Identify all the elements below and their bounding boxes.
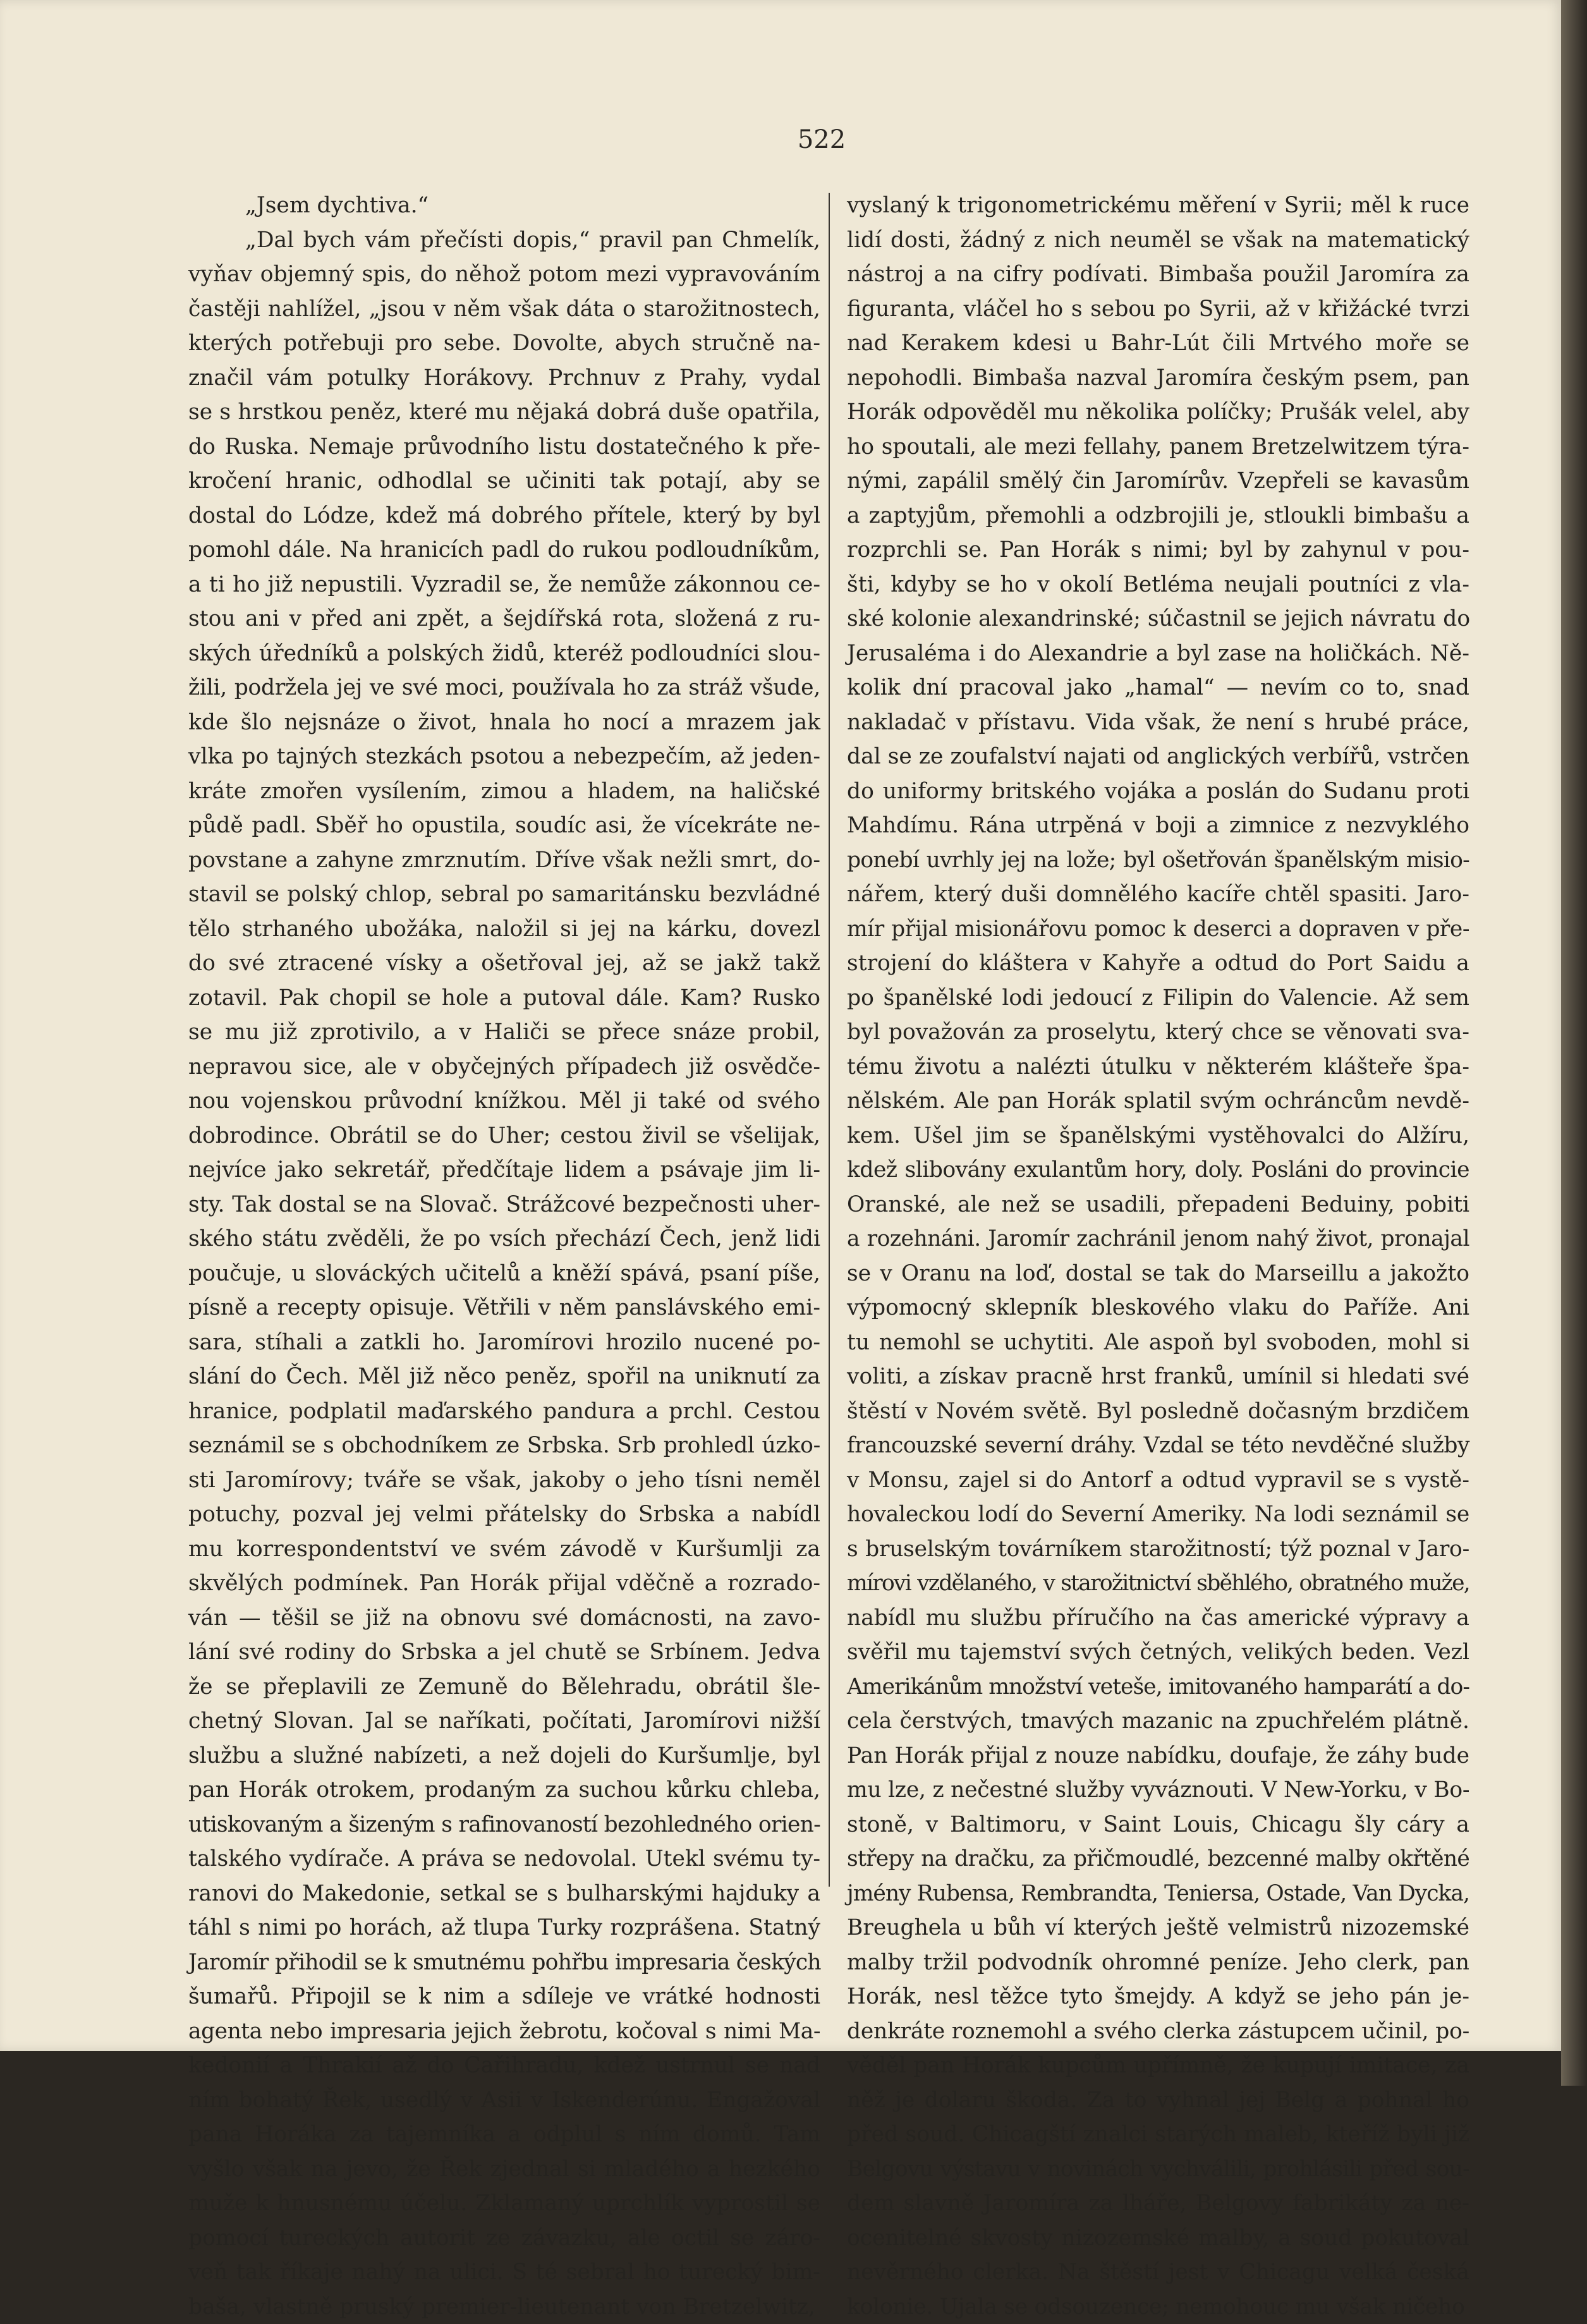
right-text-column [847, 188, 1469, 2324]
text-line: slání do Čech. Měl již něco peněz, spořil na uniknutí za [188, 1360, 820, 1394]
text-line: sti Jaromírovy; tváře se však, jakoby o jeho tísni neměl [188, 1463, 820, 1498]
text-line: seznámil se s obchodníkem ze Srbska. Srb prohledl úzko- [188, 1428, 820, 1463]
text-line: nou vojenskou průvodní knížkou. Měl ji také od svého [188, 1084, 820, 1119]
text-line: nepravou sice, ale v obyčejných případech již osvědče- [188, 1050, 820, 1085]
text-line: talského vydírače. A práva se nedovolal. Utekl svému ty- [188, 1842, 820, 1877]
text-line: agenta nebo impresaria jejich žebrotu, kočoval s nimi Ma- [188, 2014, 820, 2049]
text-line: nými, zapálil smělý čin Jaromírův. Vzepřeli se kavasům [847, 464, 1469, 499]
text-line: Oranské, ale než se usadili, přepadeni Beduiny, pobiti [847, 1188, 1469, 1222]
text-line: nělském. Ale pan Horák splatil svým ochráncům nevdě- [847, 1084, 1469, 1119]
text-line: pomohl dále. Na hranicích padl do rukou podloudníkům, [188, 533, 820, 568]
text-line: šumařů. Připojil se k nim a sdíleje ve vrátké hodnosti [188, 1980, 820, 2014]
text-line: ranovi do Makedonie, setkal se s bulharskými hajduky a [188, 1877, 820, 1911]
text-line: výpomocný sklepník bleskového vlaku do Paříže. Ani [847, 1291, 1469, 1325]
text-line: písně a recepty opisuje. Větřili v něm panslávského emi- [188, 1291, 820, 1325]
text-line: ponebí uvrhly jej na lože; byl ošetřován španělským misio- [847, 843, 1469, 878]
text-line: dostal do Lódze, kdež má dobrého přítele, který by byl [188, 499, 820, 533]
text-line: potuchy, pozval jej velmi přátelsky do Srbska a nabídl [188, 1497, 820, 1532]
text-line: Mahdímu. Rána utrpěná v boji a zimnice z nezvyklého [847, 808, 1469, 843]
text-line: službu a služné nabízeti, a než dojeli do Kuršumlje, byl [188, 1739, 820, 1773]
text-line: ského státu zvěděli, že po vsích přechází Čech, jenž lidi [188, 1222, 820, 1256]
text-line: kolik dní pracoval jako „hamal“ — nevím co to, snad [847, 671, 1469, 705]
text-line: lidí dosti, žádný z nich neuměl se však na matematický [847, 223, 1469, 258]
text-line: veň tak říkaje nahý na ulici. S té sebral ho turecký bim- [188, 2255, 820, 2290]
text-line: do své ztracené vísky a ošetřoval jej, až se jakž takž [188, 946, 820, 981]
text-line: hranice, podplatil maďarského pandura a prchl. Cestou [188, 1394, 820, 1429]
text-line: nad Kerakem kdesi u Bahr-Lút čili Mrtvého moře se [847, 326, 1469, 361]
text-line: Horák, nesl těžce tyto šmejdy. A když se jeho pán je- [847, 1980, 1469, 2014]
text-line: jmény Rubensa, Rembrandta, Teniersa, Ostade, Van Dycka, [847, 1877, 1469, 1911]
text-line: ním bohatý Řek, usedlý v Asii v Iskenderúnu. Engažoval [188, 2083, 820, 2118]
text-line: a rozehnáni. Jaromír zachránil jenom nahý život, pronajal [847, 1222, 1469, 1256]
text-line: Horák odpověděl mu několika políčky; Prušák velel, aby [847, 395, 1469, 430]
text-line: věděl pan Horák kupcům upřímně, že kupují imitace, za [847, 2048, 1469, 2083]
scan-edge [1561, 0, 1587, 2086]
text-line: stou ani v před ani zpět, a šejdířská rota, složená z ru- [188, 602, 820, 636]
text-line: se v Oranu na loď, dostal se tak do Marseillu a jakožto [847, 1256, 1469, 1291]
text-line: Jaromír přihodil se k smutnému pohřbu impresaria českých [188, 1945, 820, 1980]
text-line: kterých potřebuji pro sebe. Dovolte, abych stručně na- [188, 326, 820, 361]
text-line: Jerusaléma i do Alexandrie a byl zase na holičkách. Ně- [847, 636, 1469, 671]
text-line: kráte zmořen vysílením, zimou a hladem, na haličské [188, 774, 820, 809]
text-line: sara, stíhali a zatkli ho. Jaromírovi hrozilo nucené po- [188, 1325, 820, 1360]
text-line: cela čerstvých, tmavých mazanic na zpuchřelém plátně. [847, 1704, 1469, 1739]
page-number: 522 [790, 125, 853, 154]
text-line: něž je dolaru škoda. Za to vyhnal jej Belg a pohnal ho [847, 2083, 1469, 2118]
text-line: baša, vlastně pruský premier-lieutenant von Bretzelwitz, [188, 2290, 820, 2324]
text-line: strojení do kláštera v Kahyře a odtud do Port Saidu a [847, 946, 1469, 981]
text-line: Breughela u bůh ví kterých ještě velmistrů nizozemské [847, 1911, 1469, 1945]
text-line: a zaptyjům, přemohli a odzbrojili je, stloukli bimbašu a [847, 499, 1469, 533]
text-line: tu nemohl se uchytiti. Ale aspoň byl svoboden, mohl si [847, 1325, 1469, 1360]
text-line: žili, podržela jej ve své moci, používala ho za stráž všude, [188, 671, 820, 705]
text-line: stavil se polský chlop, sebral po samaritánsku bezvládné [188, 877, 820, 912]
text-line: voliti, a získav pracně hrst franků, umínil si hledati své [847, 1360, 1469, 1394]
text-line: pomocí tureckých autorit ze závazku, ale octil se záro- [188, 2221, 820, 2256]
text-line: ských úředníků a polských židů, kteréž podloudníci slou- [188, 636, 820, 671]
text-line: nabídl mu službu příručího na čas americké výpravy a [847, 1601, 1469, 1636]
text-line: povstane a zahyne zmrznutím. Dříve však nežli smrt, do- [188, 843, 820, 878]
text-line: vlka po tajných stezkách psotou a nebezpečím, až jeden- [188, 739, 820, 774]
text-line: lání své rodiny do Srbska a jel chutě se Srbínem. Jedva [188, 1635, 820, 1670]
text-line: hovaleckou lodí do Severní Ameriky. Na lodi seznámil se [847, 1497, 1469, 1532]
text-line: s bruselským továrníkem starožitností; týž poznal v Jaro- [847, 1532, 1469, 1567]
text-line: kde šlo nejsnáze o život, hnala ho nocí a mrazem jak [188, 705, 820, 740]
text-line: se mu již zprotivilo, a v Haliči se přece snáze probil, [188, 1015, 820, 1050]
text-line: vyňav objemný spis, do něhož potom mezi vypravováním [188, 257, 820, 292]
text-line: malby tržil podvodník ohromné peníze. Jeho clerk, pan [847, 1945, 1469, 1980]
text-line: kem. Ušel jim se španělskými vystěhovalci do Alžíru, [847, 1119, 1469, 1153]
text-line: chetný Slovan. Jal se naříkati, počítati, Jaromírovi nižší [188, 1704, 820, 1739]
text-line: tělo strhaného ubožáka, naložil si jej na kárku, dovezl [188, 912, 820, 947]
text-line: skvělých podmínek. Pan Horák přijal vděčně a rozrado- [188, 1566, 820, 1601]
text-line: se s hrstkou peněz, které mu nějaká dobrá duše opatřila, [188, 395, 820, 430]
text-line: pana Horáka za tajemníka a odplul s ním domů. Tam [188, 2117, 820, 2152]
text-line: mír přijal misionářovu pomoc k deserci a dopraven v pře- [847, 912, 1469, 947]
text-line: a ti ho již nepustili. Vyzradil se, že nemůže zákonnou ce- [188, 568, 820, 602]
text-line: kedonií a Thrakií až do Cařihradu, kdež ustrnul se nad [188, 2048, 820, 2083]
text-line: muže k hnusnému účelu. Zklamaný uprchlík vyprostil se [188, 2186, 820, 2221]
text-line: mu korrespondentství ve svém závodě v Kuršumlji za [188, 1532, 820, 1567]
text-line: půdě padl. Sběř ho opustila, soudíc asi, že vícekráte ne- [188, 808, 820, 843]
text-line: nevěrného clerka. Na štěstí jest v Chicagu velká česká [847, 2255, 1469, 2290]
text-line: dal se ze zoufalství najati od anglických verbířů, vstrčen [847, 739, 1469, 774]
left-text-column [188, 188, 820, 2324]
text-line: tému životu a nalézti útulku v některém klášteře špa- [847, 1050, 1469, 1085]
text-line: sty. Tak dostal se na Slovač. Strážcové bezpečnosti uher- [188, 1188, 820, 1222]
text-line: figuranta, vláčel ho s sebou po Syrii, až v křižácké tvrzi [847, 292, 1469, 327]
text-line: střepy na dračku, za přičmoudlé, bezcenné malby okřtěné [847, 1842, 1469, 1877]
text-line: „Jsem dychtiva.“ [188, 188, 820, 223]
text-line: vyšlo však na jevo, že Řek zjednal si mladého a hezkého [188, 2152, 820, 2187]
text-line: dem slavně Jaromíra za lháře, Belgovy fabrikáty za ne- [847, 2186, 1469, 2221]
text-line: ské kolonie alexandrinské; súčastnil se jejich návratu do [847, 602, 1469, 636]
text-line: do uniformy britského vojáka a poslán do Sudanu proti [847, 774, 1469, 809]
text-line: mírovi vzdělaného, v starožitnictví sběhlého, obratného muže, [847, 1566, 1469, 1601]
text-line: pan Horák otrokem, prodaným za suchou kůrku chleba, [188, 1773, 820, 1808]
text-line: denkráte roznemohl a svého clerka zástupcem učinil, po- [847, 2014, 1469, 2049]
text-line: nakladač v přístavu. Vida však, že není s hrubé práce, [847, 705, 1469, 740]
text-line: nejvíce jako sekretář, předčítaje lidem a psávaje jim li- [188, 1153, 820, 1188]
text-line: ocenitelné skvosty nizozemské malby, a soud pokutoval [847, 2221, 1469, 2256]
text-line: nepohodli. Bimbaša nazval Jaromíra českým psem, pan [847, 361, 1469, 396]
text-line: byl považován za proselytu, který chce se věnovati sva- [847, 1015, 1469, 1050]
text-line: Amerikánům množství veteše, imitovaného hamparátí a do- [847, 1670, 1469, 1705]
text-line: ho spoutali, ale mezi fellahy, panem Bretzelwitzem týra- [847, 430, 1469, 465]
text-line: stoně, v Baltimoru, v Saint Louis, Chicagu šly cáry a [847, 1808, 1469, 1842]
text-line: kročení hranic, odhodlal se učiniti tak potají, aby se [188, 464, 820, 499]
text-line: šti, kdyby se ho v okolí Betléma neujali poutníci z vla- [847, 568, 1469, 602]
text-line: nástroj a na cifry podívati. Bimbaša použil Jaromíra za [847, 257, 1469, 292]
text-line: francouzské severní dráhy. Vzdal se této nevděčné služby [847, 1428, 1469, 1463]
text-line: kolonie. Ujala se odsouzence; nemohouc mu však ničeho [847, 2290, 1469, 2324]
text-line: vyslaný k trigonometrickému měření v Syrii; měl k ruce [847, 188, 1469, 223]
text-line: „Dal bych vám přečísti dopis,“ pravil pan Chmelík, [188, 223, 820, 258]
text-line: utiskovaným a šizeným s rafinovaností bezohledného orien- [188, 1808, 820, 1842]
text-line: v Monsu, zajel si do Antorf a odtud vypravil se s vystě- [847, 1463, 1469, 1498]
text-line: zotavil. Pak chopil se hole a putoval dále. Kam? Rusko [188, 981, 820, 1016]
text-line: do Ruska. Nemaje průvodního listu dostatečného k pře- [188, 430, 820, 465]
text-line: mu lze, z nečestné služby vyváznouti. V New-Yorku, v Bo- [847, 1773, 1469, 1808]
text-line: před soud. Chicagští znalci starých maleb, kteříž byli již [847, 2117, 1469, 2152]
text-line: táhl s nimi po horách, až tlupa Turky rozprášena. Statný [188, 1911, 820, 1945]
text-line: ván — těšil se již na obnovu své domácnosti, na zavo- [188, 1601, 820, 1636]
column-divider [829, 193, 830, 1887]
text-line: po španělské lodi jedoucí z Filipin do Valencie. Až sem [847, 981, 1469, 1016]
text-line: štěstí v Novém světě. Byl posledně dočasným brzdičem [847, 1394, 1469, 1429]
text-line: poučuje, u slováckých učitelů a kněží spává, psaní píše, [188, 1256, 820, 1291]
text-line: kdež slibovány exulantům hory, doly. Posláni do provincie [847, 1153, 1469, 1188]
text-line: že se přeplavili ze Zemuně do Bělehradu, obrátil šle- [188, 1670, 820, 1705]
text-line: rozprchli se. Pan Horák s nimi; byl by zahynul v pou- [847, 533, 1469, 568]
text-line: značil vám potulky Horákovy. Prchnuv z Prahy, vydal [188, 361, 820, 396]
text-line: Pan Horák přijal z nouze nabídku, doufaje, že záhy bude [847, 1739, 1469, 1773]
text-line: častěji nahlížel, „jsou v něm však dáta o starožitnostech, [188, 292, 820, 327]
text-line: Belgovu výstavu v novinách vychválili, prohlásili před sou- [847, 2152, 1469, 2187]
text-line: dobrodince. Obrátil se do Uher; cestou živil se všelijak, [188, 1119, 820, 1153]
text-line: svěřil mu tajemství svých četných, velikých beden. Vezl [847, 1635, 1469, 1670]
text-line: nářem, který duši domnělého kacíře chtěl spasiti. Jaro- [847, 877, 1469, 912]
